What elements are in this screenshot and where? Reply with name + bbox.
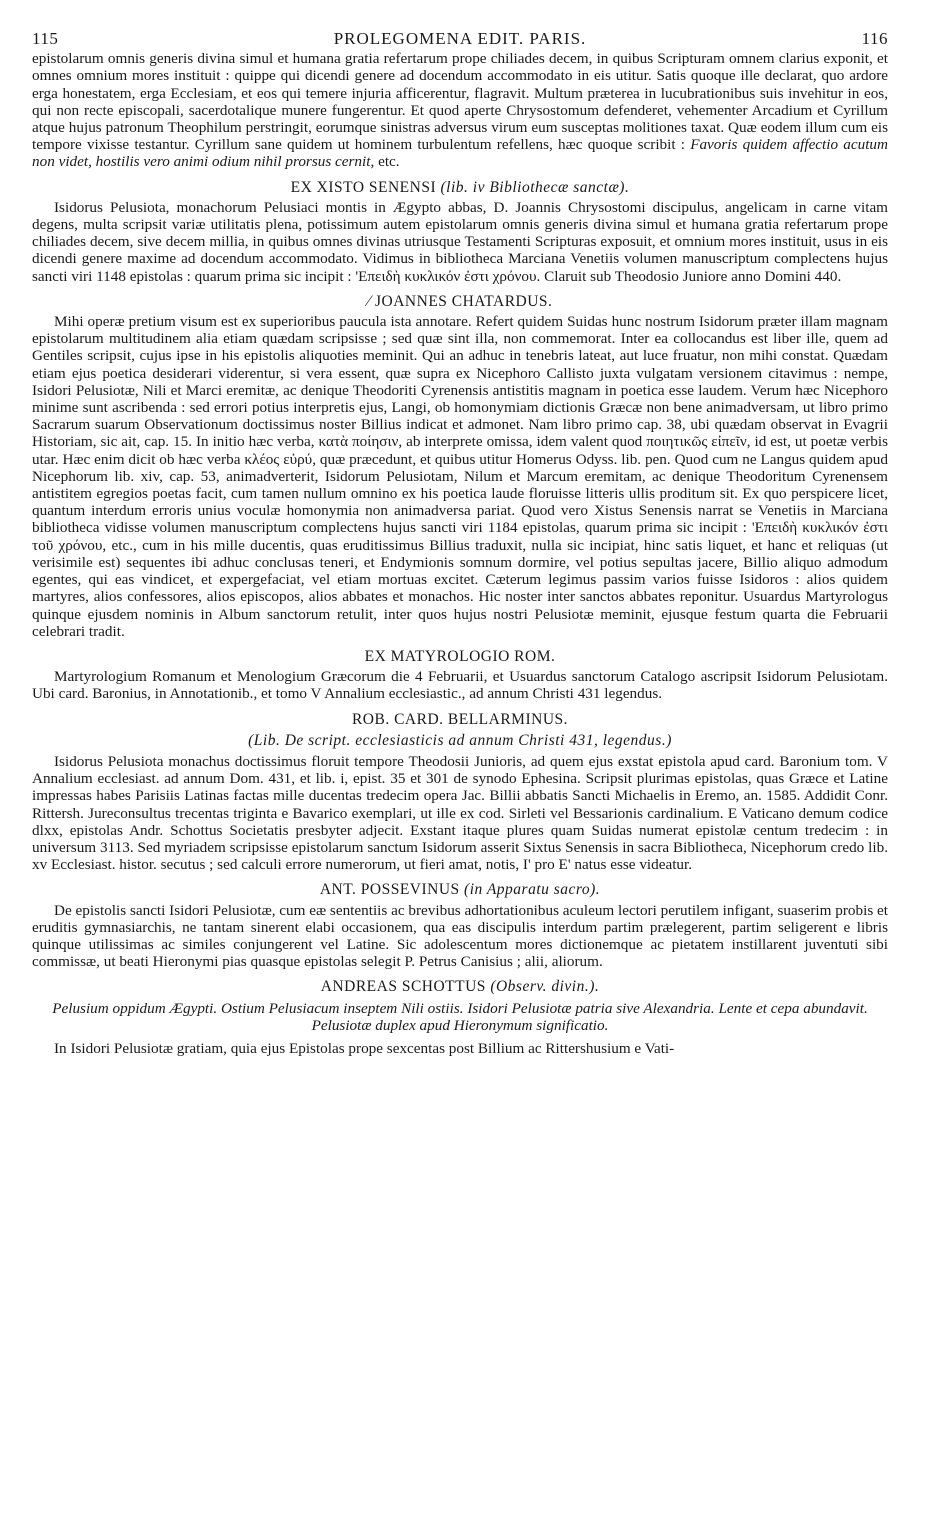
summary-italic-block: Pelusium oppidum Ægypti. Ostium Pelusiacum inseptem Nili ostiis. Isidori Pelusiotæ patria sive Alexandria. Lente et cepa abundavit. Pelusiotæ duplex apud Hieronymum significatio.	[52, 999, 868, 1034]
heading-schottus	[32, 978, 888, 995]
page-number-right: 116	[861, 29, 888, 48]
running-title: PROLEGOMENA EDIT. PARIS.	[333, 29, 587, 48]
heading-text: EX XISTO SENENSI	[290, 178, 437, 196]
paragraph-isidore-intro	[32, 50, 888, 170]
paragraph-martyrologio: Martyrologium Romanum et Menologium Græcorum die 4 Februarii, et Usuardus sanctorum Catalogo ascripsit Isidorum Pelusiotam. Ubi card. Baronius, in Annotationib., et tomo V Annalium ecclesiastic., ad annum Christi 431 legendus.	[32, 668, 888, 703]
paragraph-schottus: In Isidori Pelusiotæ gratiam, quia ejus Epistolas prope sexcentas post Billium ac Rittershusium e Vati-	[54, 1039, 675, 1057]
heading-bellarminus: ROB. CARD. BELLARMINUS.	[351, 710, 569, 728]
heading-text: ANDREAS SCHOTTUS	[320, 978, 486, 996]
subheading-bellarminus-source: (Lib. De script. ecclesiasticis ad annum Christi 431, legendus.)	[248, 731, 672, 749]
heading-chatardus: ⁄ JOANNES CHATARDUS.	[367, 292, 553, 310]
paragraph-bellarminus: Isidorus Pelusiota monachus doctissimus floruit tempore Theodosii Junioris, ad quem ejus exstat epistola apud card. Baronium tom. V Annalium ecclesiast. ad annum Dom. 431, et lib. i, epist. 35 et 301 de synodo Ephesina. Scripsit plurimas epistolas, quas Græce et Latine impressas habes Parisiis Latinas factas mille ducentas tredecim opera Jac. Billii abbatis Sancti Michaelis in Eremo, an. 1585. Addidit Conr. Rittersh. Jureconsultus trecentas triginta e Bavarico exemplari, ut ille ex cod. Sirleti vel Bessarionis cardinalium. E Vaticano demum codice dlxx, epistolas Andr. Schottus Societatis presbyter adjecit. Exstant itaque plures quam Suidas numerat epistolæ centum tredecim : in universum 3113. Sed myriadem scripsisse epistolarum sanctum Isidorum asserit Sixtus Senensis in sacra Bibliotheca, Nicephorum credo lib. xv Ecclesiast. histor. secutus ; sed calculi errore numerorum, ut fieri amat, notis, I' pro E' natus esse videatur.	[32, 752, 888, 874]
heading-source-italic: (Observ. divin.).	[490, 978, 600, 996]
heading-xisto-senensi	[32, 179, 888, 196]
paragraph-xisto: Isidorus Pelusiota, monachorum Pelusiaci montis in Ægypto abbas, D. Joannis Chrysostomi discipulus, angelicam in carne vitam degens, multa scripsit variæ utilitatis plena, potissimum autem epistolarum omnis generis divina simul et humana gratia refertarum prope chiliades decem, sive decem millia, in quibus omnes divinas utriusque Testamenti Scripturas exposuit, et omnium mores instituit, usus in eis dicendi genere maxime ad docendum accommodato. Vidimus in bibliotheca Marciana Venetiis volumen manuscriptum complectens hujus sancti viri 1148 epistolas : quarum prima sic incipit : 'Επειδὴ κυκλικόν ἐστι χρόνου. Claruit sub Theodosio Juniore anno Domini 440.	[32, 198, 888, 285]
paragraph-tail: etc.	[374, 153, 400, 171]
quote-italic: Favoris quidem affectio acutum non videt, hostilis vero animi odium nihil prorsus cernit,	[32, 136, 888, 171]
paragraph-possevinus: De epistolis sancti Isidori Pelusiotæ, cum eæ sententiis ac brevibus adhortationibus aculeum lectori perutilem infigant, suaserim probis et eruditis gymnasiarchis, ne tantam sinerent elabi occasionem, qua eas discipulis interdum partim prælegerent, partim seligerent e libris quinque utilissimas ac similes conjungerent vel Latine. Sic adolescentum mores dictionemque ac pietatem instillarent juventuti sibi commissæ, ut beati Hieronymi pias quasque epistolas selegit P. Petrus Canisius ; alii, aliorum.	[32, 901, 888, 971]
page-number-left: 115	[32, 29, 59, 48]
heading-possevinus	[32, 881, 888, 898]
heading-source-italic: (lib. iv Bibliothecæ sanctæ).	[440, 178, 630, 196]
heading-martyrologio: EX MATYROLOGIO ROM.	[364, 647, 556, 665]
running-head	[32, 30, 888, 47]
heading-text: ANT. POSSEVINUS	[319, 881, 460, 899]
paragraph-chatardus: Mihi operæ pretium visum est ex superioribus paucula ista annotare. Refert quidem Suidas hunc nostrum Isidorum præter illam magnam epistolarum multitudinem alia etiam quædam scripsisse ; sed quæ sint illa, non commemorat. Inter ea collocandus est liber ille, quem ad Gentiles scripsit, cujus ipse in his epistolis aliquoties meminit. Qui an adhuc in tenebris lateat, aut luce fruatur, non mihi constat. Quædam etiam ejus poetica desiderari viderentur, si vera essent, quæ supra ex Nicephoro Callisto juxta vulgatam versionem citavimus : nempe, Isidori Pelusiotæ, Nili et Marci eremitæ, ac denique Theodoriti Cyrenensis antistitis magnam in poetica esse laudem. Verum hæc Nicephoro minime sunt ascribenda : sed errori potius interpretis ejus, Langi, ob homonymiam dictionis Græcæ non bene animadversam, ut libro primo Sacrarum suarum Observationum doctissimus noster Billius indicat et admonet. Nam libro primo cap. 38, ubi quædam observat in Evagrii Historiam, sic ait, cap. 15. In initio hæc verba, κατὰ ποίησιν, ab interprete omissa, idem valent quod ποιητικῶς εἰπεῖν, id est, ut poetæ verbis utar. Hæc enim dicit ob hæc verba κλέος εὐρύ, quæ præcedunt, et quibus utitur Homerus Odyss. lib. pen. Quod cum ne Langus quidem apud Nicephorum lib. xiv, cap. 53, animadverterit, Isidorum Pelusiotam, Nilum et Marcum eremitam, ac denique Theodoritum Cyrenensem antistitem egregios poetas facit, cum tamen nullum omnino ex his poetica laude floruisse litteris ullis proditum sit. Ex quo perspicere licet, quantum interdum erroris unius voculæ homonymia non animadversa pariat. Quod vero Xistus Senensis narrat se Venetiis in Marciana bibliotheca vidisse volumen manuscriptum complectens hujus sancti viri 1184 epistolas, quarum prima sic incipit : 'Επειδὴ κυκλικόν ἐστι τοῦ χρόνου, etc., cum in his mille ducentis, quas eruditissimus Billius traduxit, nulla sic incipiat, hinc satis liquet, et hanc et reliquas (ut verisimile est) sequentes ibi adhuc conclusas teneri, et Endymionis somnum dormire, vel potius sepultas jacere, Billio aliquo admodum egentes, qui eas vindicet, et expergefaciat, vel etiam mortuas excitet. Cæterum legimus passim varios fuisse Isidoros : alios quidem martyres, alios confessores, alios episcopos, alios abbates et monachos. Hic noster inter sanctos abbates reponitur. Usuardus Martyrologus quinque ejusdem nominis in Album sanctorum retulit, inter quos hujus nostri Pelusiotæ meminit, ejusque festum quarta die Februarii celebrari tradit.	[32, 313, 888, 640]
paragraph-text: epistolarum omnis generis divina simul et humana gratia refertarum prope chiliades decem, in quibus Scripturam omnem clarius exponit, et omnes omnium mores instituit : quippe qui dicendi genere ad docendum accommodato in eis utitur. Satis quoque ille declarat, quo ardore erga honestatem, erga Ecclesiam, et eos qui temere injuria afficerentur, flagravit. Multum præterea in lucubrationibus suis invehitur in eos, qui non recte episcopali, sacerdotalique munere fungerentur. Et quod aperte Chrysostomum defenderet, vehementer Arcadium et Cyrillum atque hujus patronum Theophilum perstringit, eorumque sinistras adversus virum eum susceptas molitiones taxat. Quæ eodem illum cum eis tempore vixisse testantur. Cyrillum sane quidem ut hominem turbulentum refellens, hæc quoque scribit :	[32, 50, 888, 154]
heading-source-italic: (in Apparatu sacro).	[464, 881, 601, 899]
